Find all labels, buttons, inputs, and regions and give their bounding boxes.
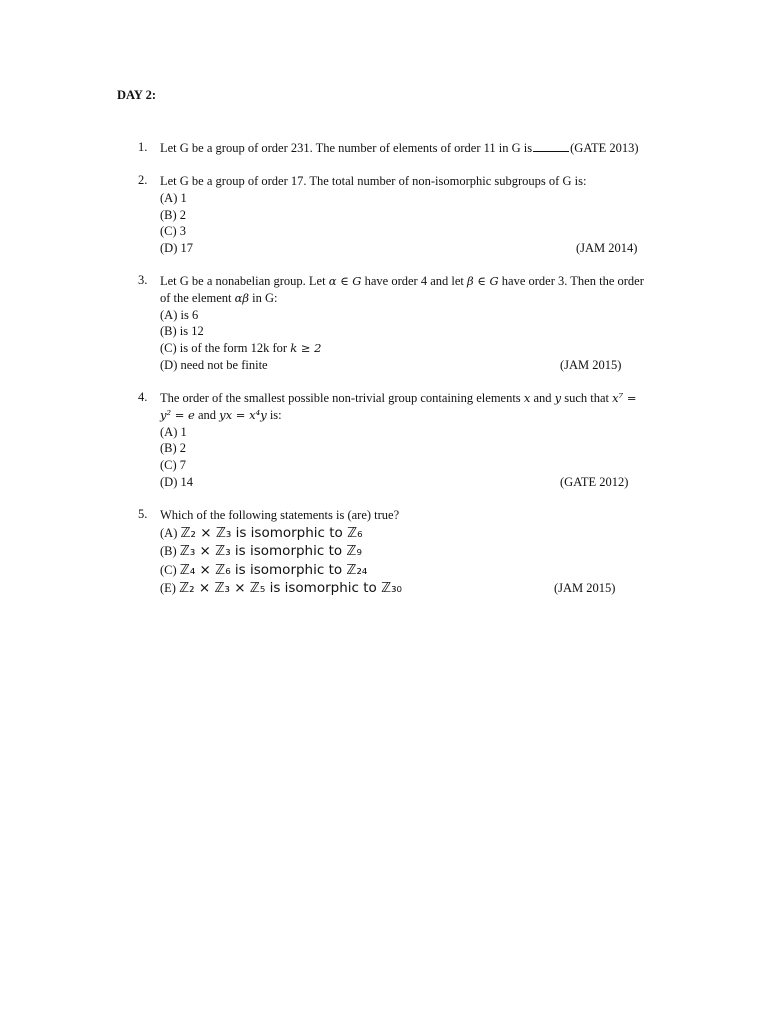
question-stem-line-1: The order of the smallest possible non-trivial group containing elements x and y such that x⁷ = — [160, 391, 637, 405]
option-b: (B) 2 — [160, 441, 187, 456]
question-stem: Let G be a group of order 17. The total number of non-isomorphic subgroups of G is: — [160, 174, 587, 188]
math-statement: ℤ₃ × ℤ₃ is isomorphic to ℤ₉ — [179, 543, 362, 560]
option-b: (B) is 12 — [160, 324, 204, 339]
question-number: 4. — [138, 390, 148, 404]
math-alpha: α ∈ G — [328, 274, 362, 288]
option-b: (B) 2 — [160, 207, 187, 222]
question-text: Let G be a group of order 231. The number of elements of order 11 in G is — [160, 141, 533, 155]
question-number: 3. — [138, 273, 148, 287]
question-stem-line-2: of the element αβ in G: — [160, 290, 278, 305]
option-a: (A) 1 — [160, 190, 187, 205]
answer-blank — [533, 140, 569, 152]
math-statement: ℤ₂ × ℤ₃ is isomorphic to ℤ₆ — [180, 524, 363, 541]
option-c: (C) is of the form 12k for k ≥ 2 — [160, 341, 322, 356]
question-source: (JAM 2015) — [560, 357, 622, 372]
question-source: (GATE 2013) — [570, 141, 639, 155]
math-beta: β ∈ G — [467, 274, 499, 288]
question-number: 5. — [138, 507, 148, 521]
question-stem-line-1: Let G be a nonabelian group. Let α ∈ G have order 4 and let β ∈ G have order 3. Then the order — [160, 274, 644, 288]
math-alphabeta: αβ — [234, 290, 250, 305]
question-stem: Which of the following statements is (are) true? — [160, 508, 400, 522]
question-source: (JAM 2015) — [554, 581, 616, 596]
option-a: (A) is 6 — [160, 307, 199, 322]
option-d: (D) 14 — [160, 474, 193, 489]
question-number: 1. — [138, 140, 148, 154]
math-statement: ℤ₄ × ℤ₆ is isomorphic to ℤ₂₄ — [179, 561, 368, 578]
option-b: (B) ℤ₃ × ℤ₃ is isomorphic to ℤ₉ — [160, 543, 362, 560]
option-a: (A) 1 — [160, 424, 187, 439]
question-source: (JAM 2014) — [576, 241, 638, 256]
math-k: k ≥ 2 — [290, 341, 322, 356]
option-c: (C) ℤ₄ × ℤ₆ is isomorphic to ℤ₂₄ — [160, 561, 368, 578]
option-e: (E) ℤ₂ × ℤ₃ × ℤ₅ is isomorphic to ℤ₃₀ (JAM 2015) — [160, 580, 616, 597]
option-a: (A) ℤ₂ × ℤ₃ is isomorphic to ℤ₆ — [160, 524, 363, 541]
option-c: (C) 3 — [160, 224, 187, 239]
page-heading: DAY 2: — [117, 88, 157, 102]
math-statement: ℤ₂ × ℤ₃ × ℤ₅ is isomorphic to ℤ₃₀ — [179, 580, 402, 597]
question-stem-line-2: y² = e and yx = x⁴y is: — [160, 407, 282, 422]
question-number: 2. — [138, 173, 148, 187]
option-d: (D) 17 — [160, 241, 193, 256]
question-source: (GATE 2012) — [560, 474, 629, 489]
option-c: (C) 7 — [160, 458, 187, 473]
option-d: (D) need not be finite — [160, 357, 268, 372]
